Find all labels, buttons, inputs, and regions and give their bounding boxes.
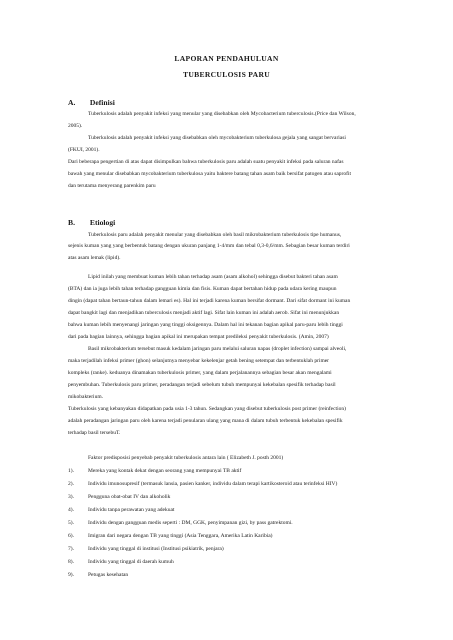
etiology-line: atas asam lemak (lipid). xyxy=(68,255,121,261)
factor-text: Pengguna obat-obat IV dan alkoholik xyxy=(88,494,171,500)
definition-line: Tuberkulosis adalah penyakit infeksi yang menular yang disebabkan oleh Mycobacterium tuberculosis.(Price dan Wilson, xyxy=(88,111,356,117)
definition-line: 2005). xyxy=(68,123,83,129)
doc-title: LAPORAN PENDAHULUAN xyxy=(174,54,279,63)
factor-text: Individu dengan gangguan medis seperti : DM, GGK, penyimpanan gizi, by pass gatrektomi. xyxy=(88,520,293,526)
etiology-line: Basil mikrobakterium tersebut masuk kedalam jaringan paru melalui saluran napas (droplet infection) sampai alveoli, xyxy=(88,346,347,352)
etiology-line: sejenis kuman yang yang berbentuk batang dengan ukuran panjang 1-4/mm dan tebal 0,3-0,6/mm. Sebagian besar kuman terdiri xyxy=(68,243,350,249)
doc-subtitle: TUBERCULOSIS PARU xyxy=(182,70,271,79)
definition-line: Tuberkulosis adalah penyakit infeksi yang disebabkan oleh mycobakterium tuberkulosa gejala yang sangat bervariasi xyxy=(88,135,346,141)
etiology-line: adalah peradangan jaringan paru oleh karena terjadi penularan ulang yang mana di dalam tubuh terbentuk kekebalan spesifik xyxy=(68,418,343,424)
factor-number: 4). xyxy=(68,507,74,513)
etiology-line: (BTA) dan ia juga lebih tahan terhadap gangguan kimia dan fisis. Kuman dapat bertahan hidup pada udara kering maupun xyxy=(68,286,337,292)
definition-line: (FKUI, 2001). xyxy=(68,147,100,153)
factor-number: 5). xyxy=(68,520,74,526)
factor-text: Mereka yang kontak dekat dengan seorang yang mempunyai TB aktif xyxy=(88,468,242,474)
factor-number: 7). xyxy=(68,546,74,552)
section-b-heading xyxy=(68,218,115,227)
factors-intro: Faktor predisposisi penyebab penyakit tuberkulosis antara lain ( Elizabeth J. posth 2001) xyxy=(88,455,284,461)
factor-number: 6). xyxy=(68,533,74,539)
section-b-number: B. xyxy=(68,218,75,227)
etiology-line: Tuberkulosis paru adalah penyakit menular yang disebabkan oleh basil mikrobakterium tuberkulosis tipe humanus, xyxy=(88,232,342,238)
factor-number: 3). xyxy=(68,494,74,500)
factor-number: 2). xyxy=(68,481,74,487)
etiology-line: bahwa kuman lebih menyenangi jaringan yang tinggi oksigennya. Dalam hal ini tekanan bagian apikal paru-paru lebih tinggi xyxy=(68,322,343,328)
factor-number: 9). xyxy=(68,572,74,578)
definition-line: bawah yang menular disebabkan mycobakterium tuberkulosa yaitu baktere batang tahan asam baik bersifat patogen atau saprofit xyxy=(68,171,351,177)
section-a-number: A. xyxy=(68,98,76,107)
factor-text: Individu yang tinggal di institusi (Institusi psikiatrik, penjara) xyxy=(88,546,224,552)
etiology-line: dapat bangkit lagi dan menjadikan tuberculosis menjadi aktif lagi. Sifat lain kuman ini adalah aerob. Sifat ini menunjukkan xyxy=(68,310,340,316)
section-a-heading xyxy=(68,98,115,107)
etiology-line: dari pada bagian lainnya, sehingga bagian apikal ini merupakan tempat predileksi penyakit tuberkulosis. (Amin, 2007) xyxy=(68,334,329,340)
etiology-line: terhadap basil tersebuT. xyxy=(68,430,121,436)
etiology-line: dingin (dapat tahan bertaun-tahun dalam lemari es). Hal ini terjadi karena kuman bersifat dormant. Dari sifat dormant ini kuman xyxy=(68,298,351,304)
etiology-line: mikobakterium. xyxy=(68,394,103,400)
factor-number: 1). xyxy=(68,468,74,474)
etiology-line: kompleks (ranke). keduanya dinamakan tuberkulosis primer, yang dalam perjalanannya sebagian besar akan mengalami xyxy=(68,370,332,376)
definition-line: dan terutama menyerang parenkim paru xyxy=(68,183,156,189)
etiology-line: penyembuhan. Tuberkulosis paru primer, peradangan terjadi sebelum tubuh mempunyai kekebalan spesifik terhadap basil xyxy=(68,382,336,388)
factor-text: Imigran dari negara dengan TB yang tinggi (Asia Tenggara, Amerika Latin Karibia) xyxy=(88,533,273,539)
etiology-line: Tuberkulosis yang kebanyakan didapatkan pada usia 1-3 tahun. Sedangkan yang disebut tuberkulosis post primer (reinfection) xyxy=(68,406,346,412)
factor-text: Individu imunosupresif (termasuk lansia, pasien kanker, individu dalam terapi kartikosteroid atau terinfeksi HIV) xyxy=(88,481,338,487)
factor-text: Petugas kesehatan xyxy=(88,572,129,578)
etiology-line: Lipid inilah yang membuat kuman lebih tahan terhadap asam (asam alkohol) sehingga disebut bakteri tahan asam xyxy=(88,274,338,280)
etiology-line: maka terjadilah infeksi primer (ghon) selanjutnya menyebar kekelenjar getah bening setempat dan terbentuklah primer xyxy=(68,358,329,364)
section-b-label: Etiologi xyxy=(89,218,116,227)
factor-number: 8). xyxy=(68,559,74,565)
definition-line: Dari beberapa pengertian di atas dapat disimpulkan bahwa tuberkulosis paru adalah suatu penyakit infeksi pada saluran nafas xyxy=(68,159,344,165)
factor-text: Individu yang tinggal di daerah kumuh xyxy=(88,559,174,565)
factor-text: Individu tanpa perawatan yang adekuat xyxy=(88,507,175,513)
section-a-label: Definisi xyxy=(89,98,115,107)
